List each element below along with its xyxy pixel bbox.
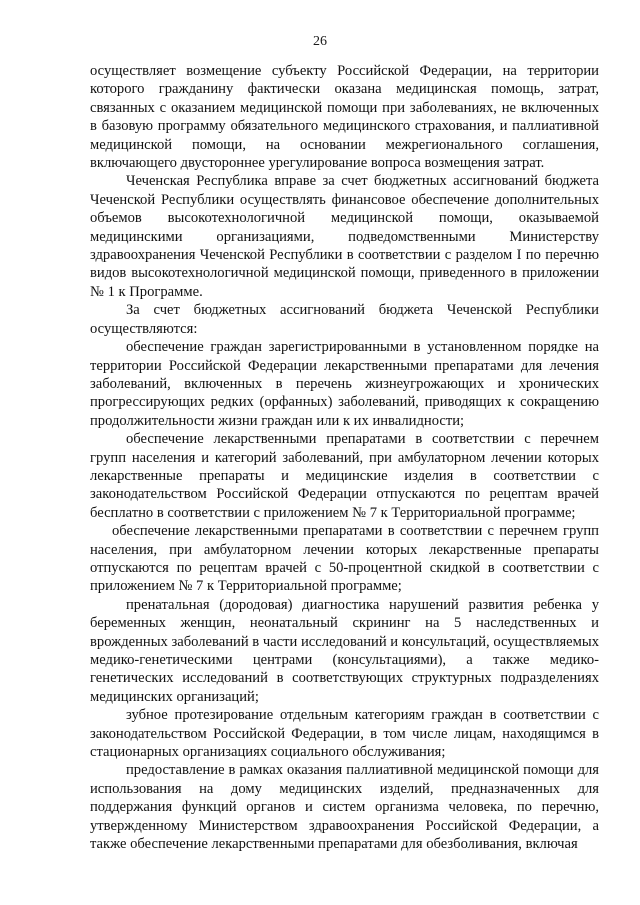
paragraph-9: предоставление в рамках оказания паллиативной медицинской помощи для использования на дому медицинских изделий, предназначенных для поддержания функций органов и систем организма человека, по перечню, утвержденному Министерством здравоохранения Российской Федерации, а также обеспечение лекарственными препаратами для обезболивания, включая [90, 762, 599, 853]
paragraph-5: обеспечение лекарственными препаратами в соответствии с перечнем групп населения и категорий заболеваний, при амбулаторном лечении которых лекарственные препараты и медицинские изделия в соответствии с законодательством Российской Федерации отпускаются по рецептам врачей бесплатно в соответствии с приложением № 7 к Территориальной программе; [90, 431, 599, 521]
paragraph-3: За счет бюджетных ассигнований бюджета Чеченской Республики осуществляются: [90, 302, 599, 337]
body-text [90, 62, 599, 853]
paragraph-1: осуществляет возмещение субъекту Российской Федерации, на территории которого гражданину фактически оказана медицинская помощь, затрат, связанных с оказанием медицинской помощи при заболеваниях, не включенных в базовую программу обязательного медицинского страхования, и паллиативной медицинской помощи, на основании межрегионального соглашения, включающего двустороннее урегулирование вопроса возмещения затрат. [90, 63, 599, 172]
paragraph-7: пренатальная (дородовая) диагностика нарушений развития ребенка у беременных женщин, неонатальный скрининг на 5 наследственных и врожденных заболеваний в части исследований и консультаций, осуществляемых медико-генетическими центрами (консультациями), а также медико-генетических исследований в соответствующих структурных подразделениях медицинских организаций; [90, 596, 599, 705]
paragraph-6: обеспечение лекарственными препаратами в соответствии с перечнем групп населения, при амбулаторном лечении которых лекарственные препараты отпускаются по рецептам врачей с 50-процентной скидкой в соответствии с приложением № 7 к Территориальной программе; [90, 523, 599, 595]
page-number: 26 [313, 34, 327, 49]
paragraph-8: зубное протезирование отдельным категориям граждан в соответствии с законодательством Российской Федерации, в том числе лицам, находящимся в стационарных организациях социального обслуживания; [90, 707, 599, 761]
paragraph-2: Чеченская Республика вправе за счет бюджетных ассигнований бюджета Чеченской Республики осуществлять финансовое обеспечение дополнительных объемов высокотехнологичной медицинской помощи, оказываемой медицинскими организациями, подведомственными Министерству здравоохранения Чеченской Республики в соответствии с разделом I по перечню видов высокотехнологичной медицинской помощи, приведенного в приложении № 1 к Программе. [90, 173, 599, 300]
paragraph-4: обеспечение граждан зарегистрированными в установленном порядке на территории Российской Федерации лекарственными препаратами для лечения заболеваний, включенных в перечень жизнеугрожающих и хронических прогрессирующих редких (орфанных) заболеваний, приводящих к сокращению продолжительности жизни граждан или к их инвалидности; [90, 339, 599, 429]
